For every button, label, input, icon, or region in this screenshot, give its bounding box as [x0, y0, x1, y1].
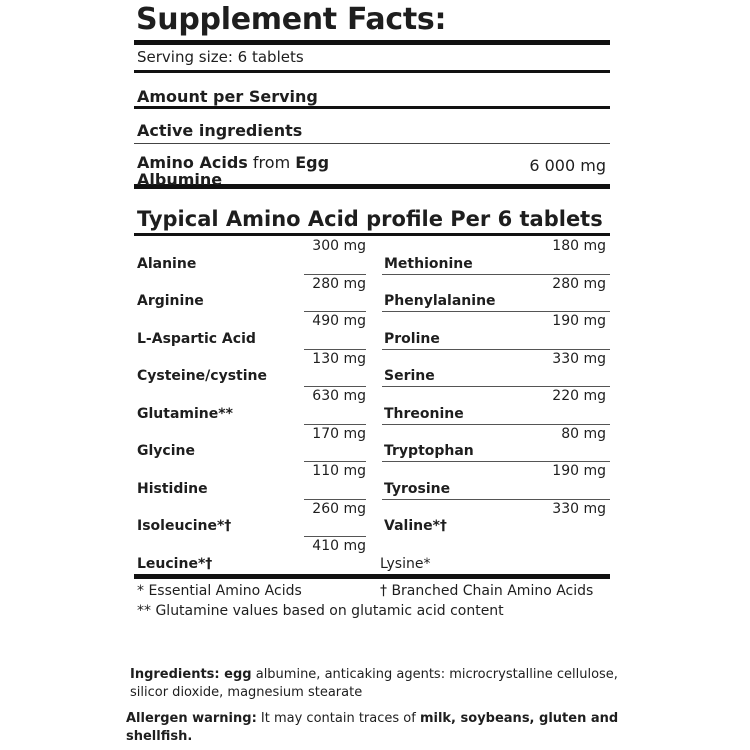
table-row — [134, 349, 610, 387]
left-name: Glycine — [137, 443, 195, 459]
ingredients-label: Ingredients: — [130, 667, 220, 682]
row-divider — [382, 461, 610, 462]
ingredients-bold-item: egg — [219, 667, 252, 682]
right-value: 190 mg — [552, 463, 606, 479]
left-value: 130 mg — [312, 350, 366, 367]
panel-title: Supplement Facts: — [136, 2, 447, 37]
right-name: Serine — [384, 368, 435, 384]
row-divider — [382, 424, 610, 425]
supplement-facts-panel — [134, 0, 610, 619]
allergen-warning — [126, 710, 646, 746]
table-row — [134, 536, 610, 574]
active-ingredients-heading: Active ingredients — [137, 121, 303, 140]
right-name: Threonine — [384, 405, 464, 422]
main-ingredient-value: 6 000 mg — [529, 156, 606, 175]
left-value: 300 mg — [312, 238, 366, 254]
serving-size: Serving size: 6 tablets — [137, 48, 304, 66]
amount-per-serving-heading: Amount per Serving — [137, 87, 318, 106]
left-name: Cysteine/cystine — [137, 368, 268, 384]
left-name: Isoleucine*† — [137, 518, 232, 534]
right-name: Valine*† — [384, 518, 447, 534]
main-ingredient-row — [134, 144, 610, 189]
right-value: 330 mg — [552, 500, 606, 517]
left-name: Leucine*† — [137, 555, 213, 572]
amino-profile-title: Typical Amino Acid profile Per 6 tablets — [137, 207, 603, 231]
table-row — [134, 236, 610, 274]
right-value: 80 mg — [561, 425, 606, 442]
row-divider — [304, 311, 366, 312]
row-divider — [382, 349, 610, 350]
main-ingredient-name-part: Albumine — [137, 170, 223, 189]
main-ingredient-name-part: Egg — [295, 153, 330, 172]
row-divider — [382, 311, 610, 312]
left-name: Glutamine** — [137, 405, 233, 422]
table-row — [134, 424, 610, 462]
right-name: Lysine* — [380, 555, 431, 572]
left-name: Histidine — [137, 480, 208, 497]
footnote-essential: * Essential Amino Acids — [137, 582, 302, 599]
ingredients-list: albumine, anticaking agents: microcrystalline cellulose, silicor dioxide, magnesium stearate — [130, 667, 618, 700]
left-value: 630 mg — [312, 388, 366, 404]
right-name: Proline — [384, 330, 440, 347]
footnote-glutamine: ** Glutamine values based on glutamic acid content — [137, 602, 504, 619]
left-value: 170 mg — [312, 425, 366, 442]
footnote-bcaa: † Branched Chain Amino Acids — [380, 582, 594, 599]
left-value: 260 mg — [312, 500, 366, 517]
main-ingredient-name-connector: from — [247, 153, 296, 172]
row-divider — [304, 349, 366, 350]
left-value: 280 mg — [312, 275, 366, 292]
allergen-items: milk, soybeans, gluten and shellfish. — [126, 711, 619, 744]
left-name: L-Aspartic Acid — [137, 330, 256, 347]
ingredients-text — [126, 666, 650, 702]
left-name: Alanine — [137, 255, 197, 272]
row-divider — [304, 461, 366, 462]
row-divider — [304, 499, 366, 500]
right-name: Phenylalanine — [384, 293, 496, 309]
table-row — [134, 274, 610, 312]
allergen-text: It may contain traces of — [256, 711, 420, 726]
amino-acid-table — [134, 236, 610, 574]
right-name: Tryptophan — [384, 443, 474, 459]
allergen-label: Allergen warning: — [126, 711, 257, 726]
table-row — [134, 461, 610, 499]
footnotes — [134, 579, 610, 619]
table-row — [134, 311, 610, 349]
main-ingredient-name — [137, 154, 377, 188]
row-divider — [382, 499, 610, 500]
right-value: 220 mg — [552, 388, 606, 404]
row-divider — [304, 536, 366, 537]
row-divider — [382, 386, 610, 387]
right-value: 280 mg — [552, 275, 606, 292]
right-value: 330 mg — [552, 350, 606, 367]
right-name: Tyrosine — [384, 480, 451, 497]
left-value: 110 mg — [312, 463, 366, 479]
row-divider — [304, 386, 366, 387]
row-divider — [304, 424, 366, 425]
left-name: Arginine — [137, 293, 204, 309]
table-row — [134, 386, 610, 424]
row-divider — [304, 274, 366, 275]
right-value: 190 mg — [552, 313, 606, 329]
row-divider — [382, 274, 610, 275]
table-row — [134, 499, 610, 537]
left-value: 490 mg — [312, 313, 366, 329]
right-name: Methionine — [384, 255, 473, 272]
main-ingredient-name-part: Amino Acids — [137, 153, 248, 172]
right-value: 180 mg — [552, 238, 606, 254]
left-value: 410 mg — [312, 538, 366, 554]
